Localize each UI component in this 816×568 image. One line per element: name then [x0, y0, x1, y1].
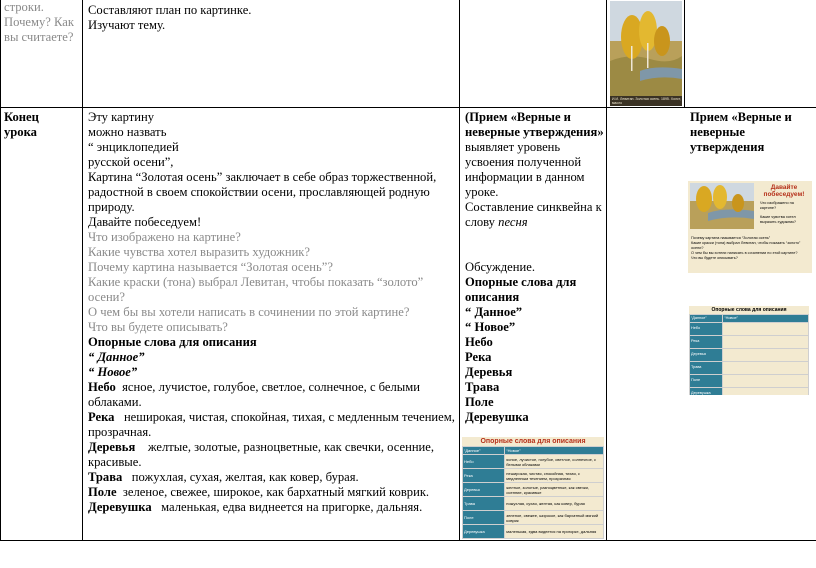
activity-line: Изучают тему.: [88, 18, 166, 32]
slide1-q2: Какие чувства хотел выразить художник?: [760, 215, 797, 224]
reference-new: “ Новое”: [88, 365, 138, 379]
slide2-term: Трава: [690, 361, 723, 374]
term-bold: Деревья: [465, 365, 513, 379]
discussion-label: Обсуждение.: [465, 260, 535, 274]
slide1-bullet: О чем бы вы хотели написать в сочинении по этой картине?: [691, 251, 798, 255]
method-description: выявляет уровень усвоения полученной информации в данном уроке.: [465, 140, 585, 199]
reference-given-bold: “ Данное”: [465, 305, 523, 319]
slide3-head-given: “Данное”: [463, 447, 505, 455]
reference-item: Трава пожухлая, сухая, желтая, как ковер, бурая.: [88, 470, 359, 484]
slide2-term: Деревушка: [690, 387, 723, 395]
slide3-text: неширокая, чистая, спокойная, тихая, с медленным течением, прозрачная: [505, 469, 604, 483]
activity-cell-top: [88, 3, 453, 33]
discussion-question: Что вы будете описывать?: [88, 320, 228, 334]
intro-line: Эту картину: [88, 110, 155, 124]
golden-autumn-painting: [610, 1, 682, 106]
grid-line-col1: [82, 0, 83, 540]
term-bold: Деревушка: [465, 410, 529, 424]
term-bold: Поле: [465, 395, 494, 409]
slide2-term: Деревья: [690, 348, 723, 361]
intro-line: “ энциклопедией: [88, 140, 179, 154]
slide3-text: маленькая, едва видеется на пригорке, дальняя: [505, 525, 604, 539]
discussion-question: О чем бы вы хотели написать в сочинении по этой картине?: [88, 305, 410, 319]
reference-item: Небо ясное, лучистое, голубое, светлое, солнечное, с белыми облаками.: [88, 380, 420, 409]
slide-reference-words-filled: [462, 437, 604, 539]
stage-tail-text: строки.: [4, 0, 44, 14]
method-col4: Прием «Верные и неверные утверждения: [690, 110, 792, 154]
sync-task: Составление синквейна к слову песня: [465, 200, 602, 229]
question-text: Почему? Как вы считаете?: [4, 15, 74, 44]
slide-discussion: [688, 181, 812, 273]
method-cell: [465, 110, 605, 425]
intro-line: русской осени”,: [88, 155, 174, 169]
slide2-term: Небо: [690, 322, 723, 335]
slide1-bullet: Почему картина называется “Золотая осень”: [691, 236, 771, 240]
lesson-text-cell: [88, 110, 456, 515]
reference-item: Деревья желтые, золотые, разноцветные, как свечки, осенние, красивые.: [88, 440, 435, 469]
slide3-term: Река: [463, 469, 505, 483]
discussion-question: Какие краски (тона) выбрал Левитан, чтобы показать “золото” осени?: [88, 275, 424, 304]
slide3-text: ясное, лучистое, голубое, светлое, солнечное, с белыми облаками: [505, 455, 604, 469]
slide2-head-new: “Новое”: [723, 315, 809, 323]
slide1-title: Давайте побеседуем!: [763, 184, 805, 198]
discussion-question: Какие чувства хотел выразить художник?: [88, 245, 311, 259]
slide3-term: Трава: [463, 497, 505, 511]
slide3-head-new: “Новое”: [505, 447, 604, 455]
slide1-bullet: Что вы будете описывать?: [691, 256, 738, 260]
discussion-question: Почему картина называется “Золотая осень”?: [88, 260, 333, 274]
slide3-text: пожухлая, сухая, желтая, как ковер, бурая: [505, 497, 604, 511]
slide3-text: зеленое, свежее, широкое, как бархатный мягкий коврик: [505, 511, 604, 525]
slide2-title: Опорные слова для описания: [711, 307, 787, 313]
grid-line-left: [0, 0, 1, 540]
discuss-heading: Давайте побеседуем!: [88, 215, 202, 229]
reference-words-title: Опорные слова для описания: [88, 335, 257, 349]
grid-line-col2: [459, 0, 460, 540]
term-bold: Река: [465, 350, 492, 364]
slide3-term: Деревья: [463, 483, 505, 497]
method-title: (Прием «Верные и неверные утверждения»: [465, 110, 604, 139]
slide3-text: желтые, золотые, разноцветные, как свечки, осенние, красивые: [505, 483, 604, 497]
reference-item: Поле зеленое, свежее, широкое, как бархатный мягкий коврик.: [88, 485, 430, 499]
reference-item: Река неширокая, чистая, спокойная, тихая, с медленным течением, прозрачная.: [88, 410, 455, 439]
painting-description: Картина “Золотая осень” заключает в себе образ торжественной, радостной в своем спокойствии осени, прославляющей родную природу.: [88, 170, 437, 214]
reference-item: Деревушка маленькая, едва виднеется на пригорке, дальняя.: [88, 500, 423, 514]
slide-reference-words-empty: [689, 306, 809, 395]
stage-label: Конец урока: [4, 110, 39, 139]
slide2-term: Река: [690, 335, 723, 348]
slide1-q1: Что изображено на картине?: [760, 201, 794, 210]
reference-given: “ Данное”: [88, 350, 145, 364]
reference-words-title-bold: Опорные слова для описания: [465, 275, 577, 304]
slide3-term: Деревушка: [463, 525, 505, 539]
term-bold: Трава: [465, 380, 500, 394]
activity-line: Составляют план по картинке.: [88, 3, 252, 17]
slide3-term: Поле: [463, 511, 505, 525]
discussion-question: Что изображено на картине?: [88, 230, 241, 244]
painting-caption: И.И. Левитан. Золотая осень. 1895. Холст, масло: [612, 97, 681, 105]
grid-line-col4: [684, 0, 685, 107]
slide3-title: Опорные слова для описания: [480, 438, 586, 445]
reference-new-bold: “ Новое”: [465, 320, 516, 334]
slide1-bullet: Какие краски (тона) выбрал Левитан, чтобы показать “золото” осени?: [691, 241, 801, 250]
stage-cell-top: [4, 0, 80, 45]
grid-line-bottom: [0, 540, 816, 541]
intro-line: можно назвать: [88, 125, 167, 139]
term-bold: Небо: [465, 335, 493, 349]
slide2-head-given: “Данное”: [690, 315, 723, 323]
grid-line-col3: [606, 0, 607, 540]
slide2-term: Поле: [690, 374, 723, 387]
grid-line-row: [0, 107, 816, 108]
spacer: [465, 230, 605, 260]
slide3-term: Небо: [463, 455, 505, 469]
